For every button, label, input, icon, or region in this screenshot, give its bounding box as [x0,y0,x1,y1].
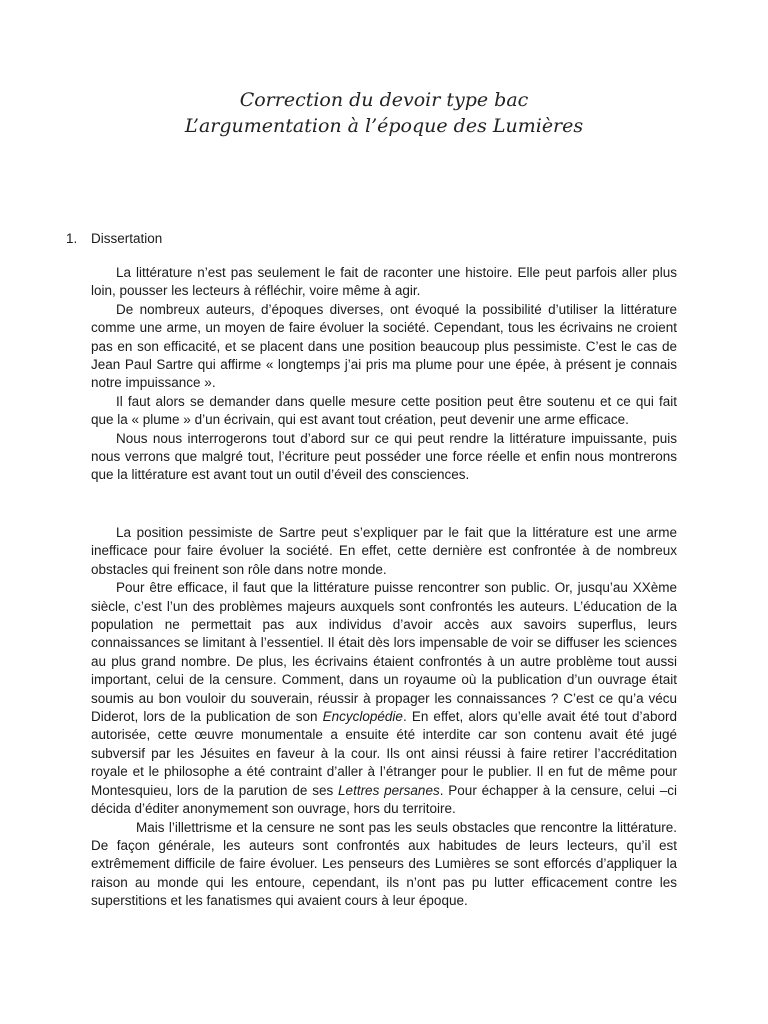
italic-title: Lettres persanes [338,782,440,798]
body-paragraph: Pour être efficace, il faut que la littérature puisse rencontrer son public. Or, jusqu’au XXème siècle, c’est l’un des problèmes majeurs auxquels sont confrontés les auteurs. L’éducation de la population ne permettait pas aux individus d’avoir accès aux savoirs superflus, leurs connaissances se limitant à l’essentiel. Il était dès lors impensable de voir se diffuser les sciences au plus grand nombre. De plus, les écrivains étaient confrontés à un autre problème tout aussi important, celui de la censure. Comment, dans un royaume où la publication d’un ouvrage était soumis au bon vouloir du souverain, réussir à propager les connaissances ? C’est ce qu’a vécu Diderot, lors de la publication de son Encyclopédie. En effet, alors qu’elle avait été tout d’abord autorisée, cette œuvre monumentale a ensuite été interdite car son contenu avait été jugé subversif par les Jésuites en faveur à la cour. Ils ont ainsi réussi à faire retirer l’accréditation royale et le philosophe a été contraint d’aller à l’étranger pour le publier. Il en fut de même pour Montesquieu, lors de la parution de ses Lettres persanes. Pour échapper à la censure, celui –ci décida d’éditer anonymement son ouvrage, hors du territoire. [91,580,677,817]
introduction [91,264,677,485]
body-paragraph: La position pessimiste de Sartre peut s’expliquer par le fait que la littérature est une arme inefficace pour faire évoluer la société. En effet, cette dernière est confrontée à de nombreux obstacles qui freinent son rôle dans notre monde. [91,525,677,577]
section-heading [66,231,162,246]
intro-paragraph: Il faut alors se demander dans quelle mesure cette position peut être soutenu et ce qui fait que la « plume » d’un écrivain, qui est avant tout création, peut devenir une arme efficace. [91,393,677,428]
body-paragraph: Mais l’illettrisme et la censure ne sont pas les seuls obstacles que rencontre la littérature. De façon générale, les auteurs sont confrontés aux habitudes de leurs lecteurs, qu’il est extrêmement difficile de faire évoluer. Les penseurs des Lumières se sont efforcés d’appliquer la raison au monde qui les entoure, cependant, ils n’ont pas pu lutter efficacement contre les superstitions et les fanatismes qui avaient cours à leur époque. [91,819,677,909]
intro-paragraph: La littérature n’est pas seulement le fait de raconter une histoire. Elle peut parfois aller plus loin, pousser les lecteurs à réfléchir, voire même à agir. [91,265,677,299]
section-label: Dissertation [91,231,163,246]
part-one [91,524,677,911]
intro-paragraph: Nous nous interrogerons tout d’abord sur ce qui peut rendre la littérature impuissante, puis nous verrons que malgré tout, l’écriture peut posséder une force réelle et enfin nous montrerons que la littérature est avant tout un outil d’éveil des consciences. [91,430,677,483]
page-subtitle: L’argumentation à l’époque des Lumières [184,115,584,137]
italic-title: Encyclopédie [322,709,403,725]
section-number: 1. [66,231,78,246]
page-title: Correction du devoir type bac [239,89,529,111]
intro-paragraph: De nombreux auteurs, d’époques diverses, ont évoqué la possibilité d’utiliser la littérature comme une arme, un moyen de faire évoluer la société. Cependant, tous les écrivains ne croient pas en son efficacité, et se placent dans une position beaucoup plus pessimiste. C’est le cas de Jean Paul Sartre qui affirme « longtemps j’ai pris ma plume pour une épée, à présent je connais notre impuissance ». [91,301,677,391]
